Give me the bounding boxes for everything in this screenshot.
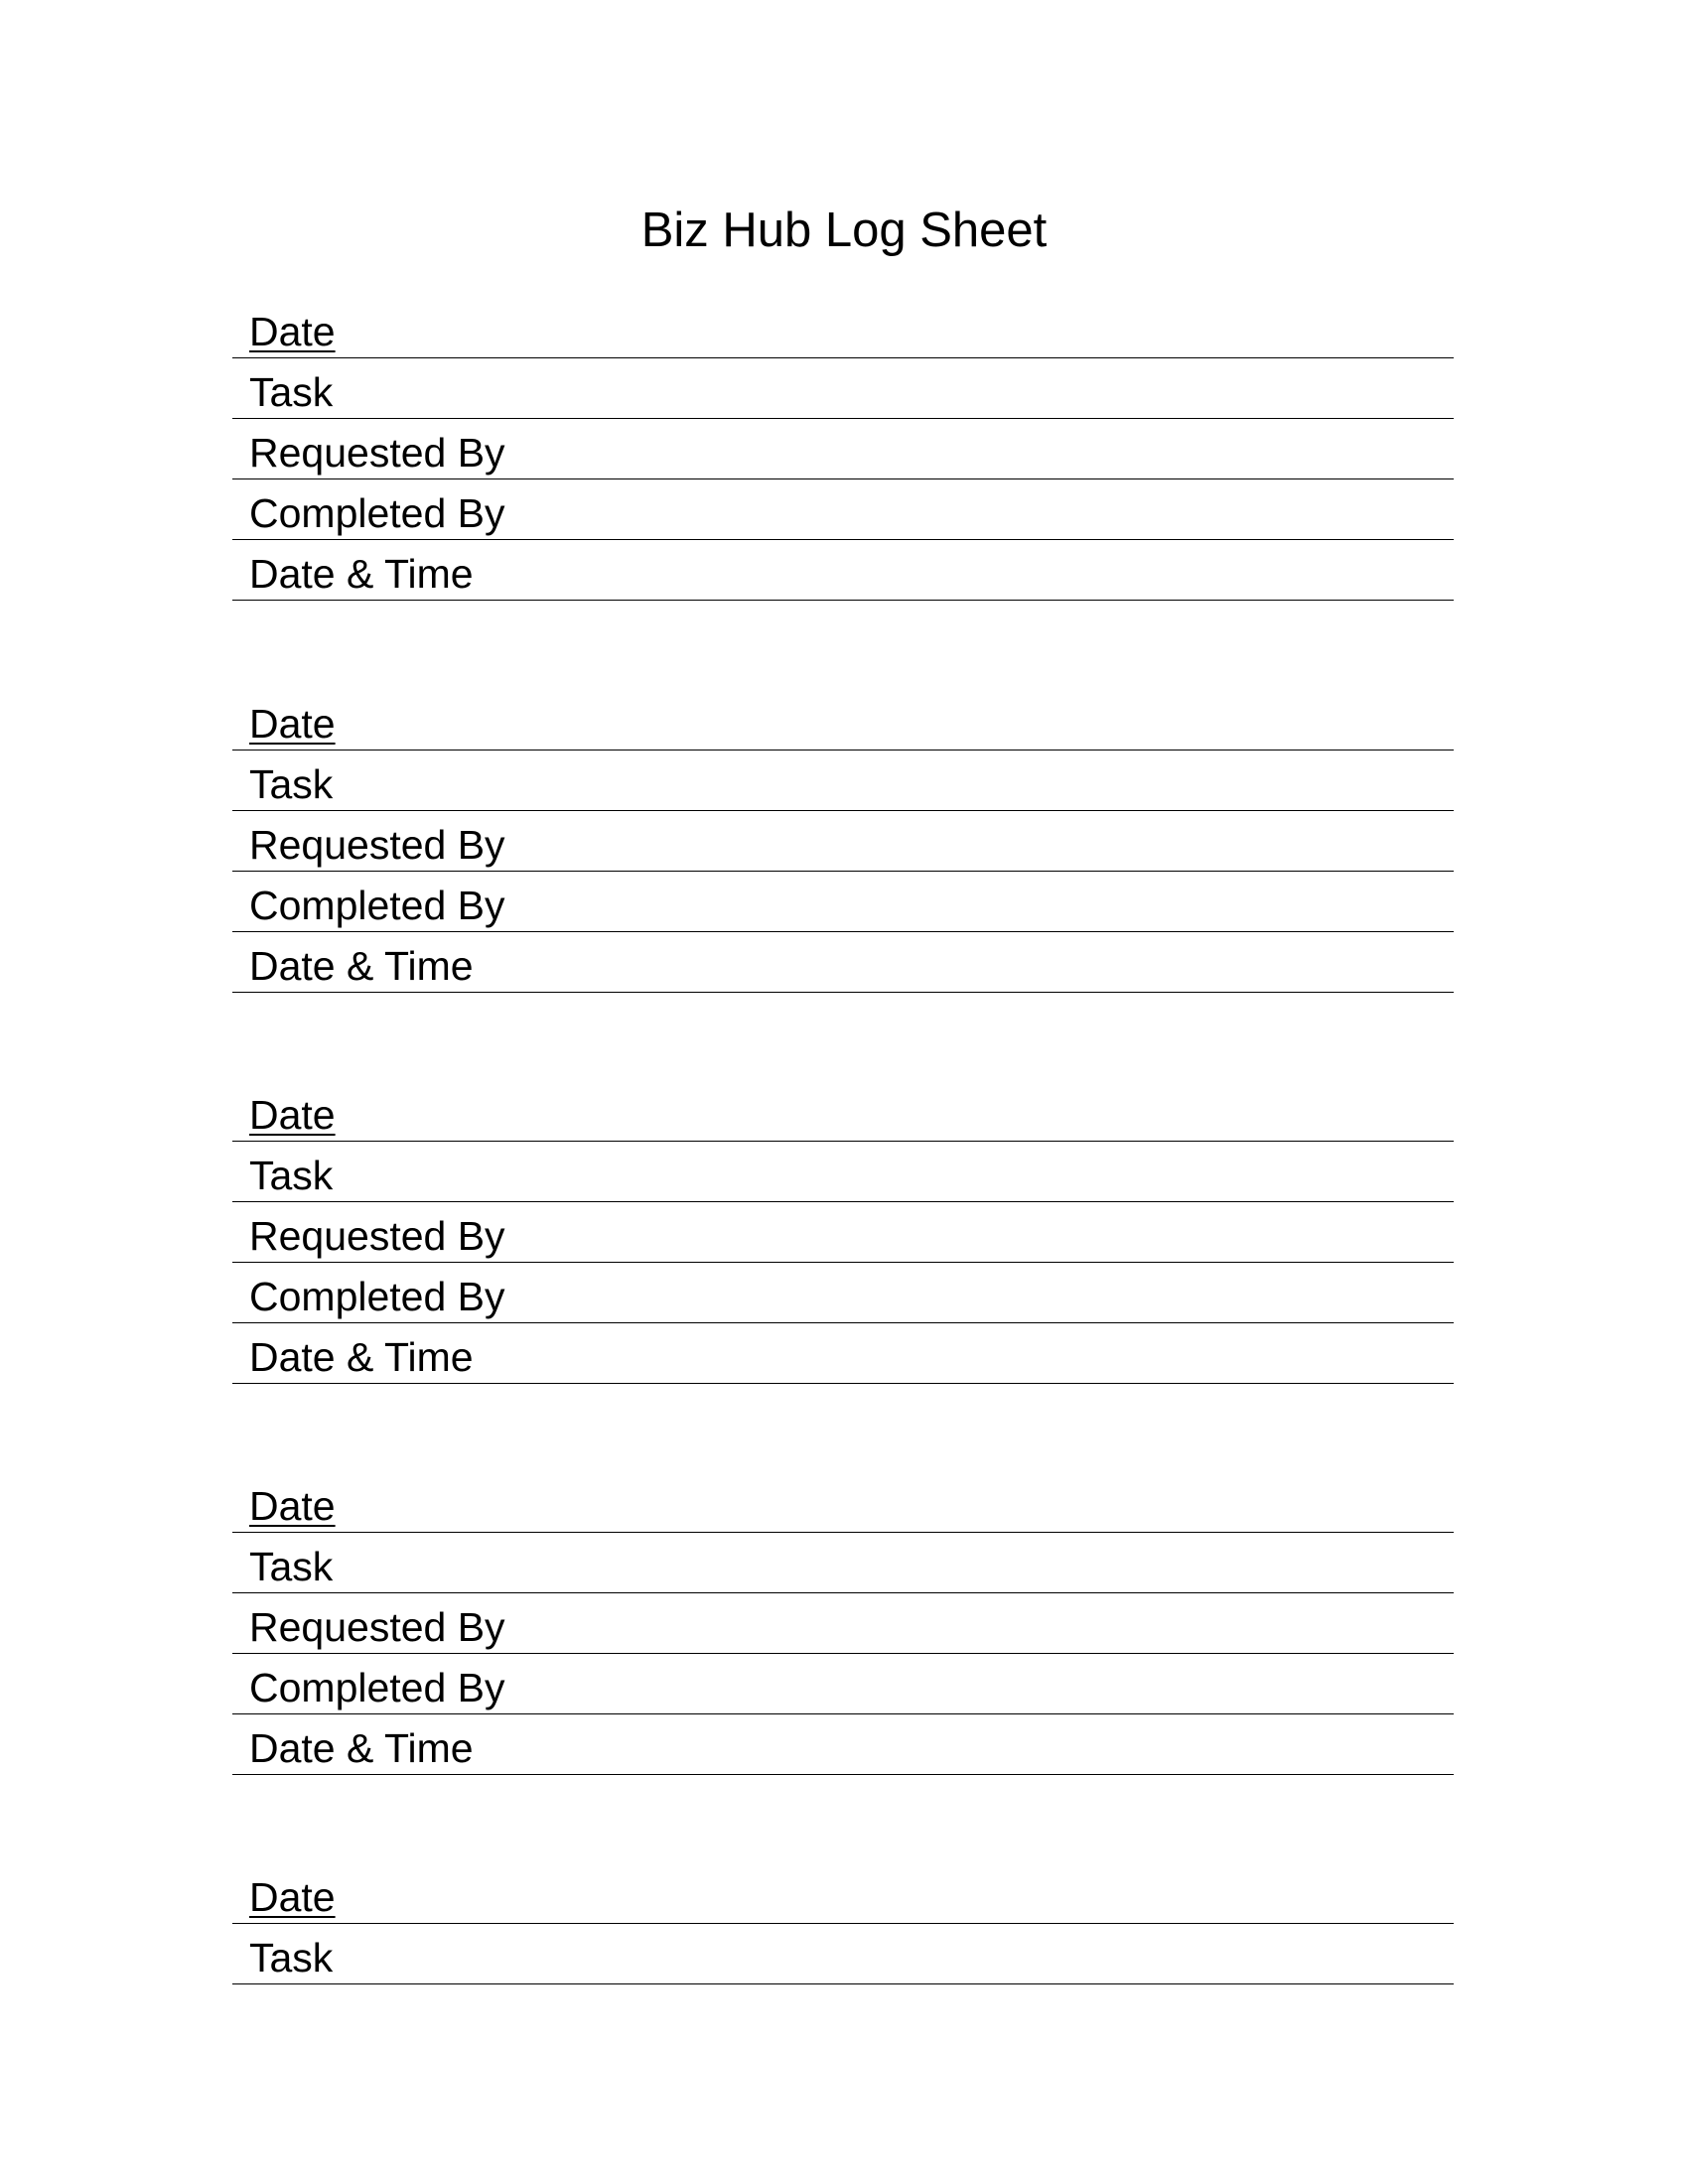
requested-by-field-row[interactable] [232,1593,1454,1654]
completed-by-label: Completed By [249,490,505,536]
date-label: Date [249,1874,336,1920]
date-time-label: Date & Time [249,1334,474,1380]
completed-by-field-row[interactable] [232,872,1454,932]
log-entry-3 [232,1081,1454,1384]
requested-by-field-row[interactable] [232,419,1454,479]
date-label: Date [249,701,336,747]
log-entry-5 [232,1863,1454,1984]
task-label: Task [249,1153,334,1198]
completed-by-label: Completed By [249,1665,505,1710]
date-label: Date [249,1092,336,1138]
task-label: Task [249,1544,334,1589]
requested-by-label: Requested By [249,430,505,476]
date-field-row[interactable] [232,1863,1454,1924]
log-entry-1 [232,298,1454,601]
date-field-row[interactable] [232,690,1454,751]
date-time-field-row[interactable] [232,932,1454,993]
date-time-label: Date & Time [249,551,474,597]
task-field-row[interactable] [232,1533,1454,1593]
task-label: Task [249,369,334,415]
date-field-row[interactable] [232,1472,1454,1533]
date-field-row[interactable] [232,298,1454,358]
task-field-row[interactable] [232,358,1454,419]
requested-by-label: Requested By [249,1604,505,1650]
task-label: Task [249,761,334,807]
task-field-row[interactable] [232,751,1454,811]
date-label: Date [249,309,336,354]
date-label: Date [249,1483,336,1529]
date-time-field-row[interactable] [232,1714,1454,1775]
requested-by-label: Requested By [249,1213,505,1259]
completed-by-field-row[interactable] [232,1654,1454,1714]
date-time-field-row[interactable] [232,540,1454,601]
date-time-label: Date & Time [249,943,474,989]
requested-by-field-row[interactable] [232,811,1454,872]
page-title: Biz Hub Log Sheet [640,204,1048,257]
task-field-row[interactable] [232,1924,1454,1984]
date-time-label: Date & Time [249,1725,474,1771]
completed-by-field-row[interactable] [232,1263,1454,1323]
requested-by-field-row[interactable] [232,1202,1454,1263]
task-field-row[interactable] [232,1142,1454,1202]
requested-by-label: Requested By [249,822,505,868]
task-label: Task [249,1935,334,1980]
completed-by-field-row[interactable] [232,479,1454,540]
completed-by-label: Completed By [249,883,505,928]
date-time-field-row[interactable] [232,1323,1454,1384]
log-entry-4 [232,1472,1454,1775]
date-field-row[interactable] [232,1081,1454,1142]
completed-by-label: Completed By [249,1274,505,1319]
log-entry-2 [232,690,1454,993]
